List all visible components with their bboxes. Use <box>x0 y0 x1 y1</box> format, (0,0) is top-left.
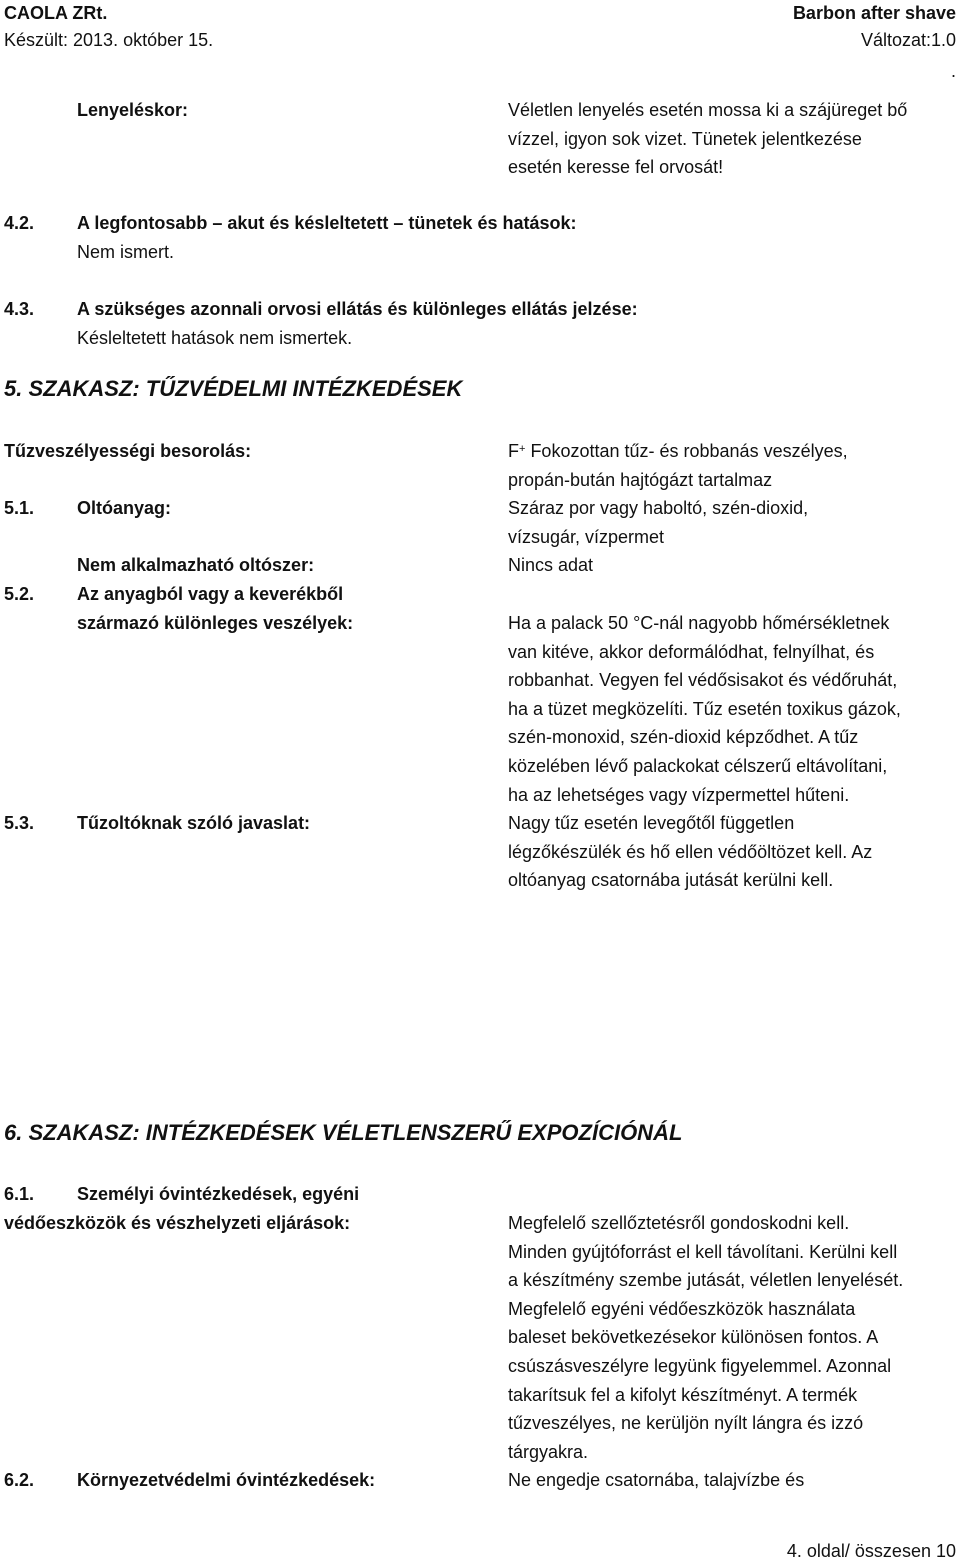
s5-1-line: Száraz por vagy haboltó, szén-dioxid, <box>508 498 809 518</box>
not-applicable-value: Nincs adat <box>508 555 594 575</box>
s5-3-line: légzőkészülék és hő ellen védőöltözet kell. Az <box>508 841 873 862</box>
fire-class-value <box>508 437 848 494</box>
s5-2-line: van kitéve, akkor deformálódhat, felnyílhat, és <box>508 641 875 662</box>
company-name: CAOLA ZRt. <box>4 3 108 23</box>
s4-3-title: A szükséges azonnali orvosi ellátás és különleges ellátás jelzése: <box>77 299 638 319</box>
s5-2-line: szén-monoxid, szén-dioxid képződhet. A tűz <box>508 727 859 748</box>
fire-class-sup: + <box>519 443 526 455</box>
s6-1-line: tárgyakra. <box>508 1441 589 1462</box>
s4-2-title: A legfontosabb – akut és késleltetett – tünetek és hatások: <box>77 213 577 233</box>
s5-2-line: robbanhat. Vegyen fel védősisakot és védőruhát, <box>508 670 898 691</box>
s5-3-label: Tűzoltóknak szóló javaslat: <box>77 813 311 833</box>
header-dot: . <box>950 61 956 81</box>
swallow-line: vízzel, igyon sok vizet. Tünetek jelentkezése <box>508 128 862 149</box>
fire-class-label: Tűzveszélyességi besorolás: <box>4 441 252 461</box>
s6-2-value: Ne engedje csatornába, talajvízbe és <box>508 1470 805 1490</box>
s5-2-line: ha az lehetséges vagy vízpermettel hűteni. <box>508 784 850 805</box>
s5-2-value <box>508 609 901 809</box>
s5-3-line: oltóanyag csatornába jutását kerülni kell. <box>508 870 834 891</box>
swallow-text <box>508 96 907 182</box>
s6-2-label: Környezetvédelmi óvintézkedések: <box>77 1470 376 1490</box>
s4-2-text: Nem ismert. <box>77 242 175 262</box>
s6-1-value <box>508 1209 903 1466</box>
fire-class-code: F <box>508 441 519 461</box>
s6-1-line: tűzveszélyes, ne kerüljön nyílt lángra és izzó <box>508 1413 864 1434</box>
s6-1-number: 6.1. <box>4 1184 35 1204</box>
fire-class-line2: propán-bután hajtógázt tartalmaz <box>508 469 773 490</box>
s4-3-text: Késleltetett hatások nem ismertek. <box>77 328 353 348</box>
section5-title: 5. SZAKASZ: TŰZVÉDELMI INTÉZKEDÉSEK <box>4 376 463 401</box>
product-name: Barbon after shave <box>792 3 956 23</box>
created-date: Készült: 2013. október 15. <box>4 30 214 50</box>
s5-2-label-line1: Az anyagból vagy a keverékből <box>77 584 344 604</box>
s5-2-line: Ha a palack 50 °C-nál nagyobb hőmérsékletnek <box>508 613 890 633</box>
page-number: 4. oldal/ összesen 10 <box>786 1541 956 1561</box>
swallow-line: esetén keresse fel orvosát! <box>508 157 724 178</box>
s6-2-number: 6.2. <box>4 1470 35 1490</box>
version-label: Változat:1.0 <box>860 30 956 50</box>
s6-1-label-line2: védőeszközök és vészhelyzeti eljárások: <box>4 1213 351 1233</box>
s6-1-line: a készítmény szembe jutását, véletlen lenyelését. <box>508 1270 904 1291</box>
s6-1-line: Megfelelő egyéni védőeszközök használata <box>508 1298 856 1319</box>
fire-class-desc: Fokozottan tűz- és robbanás veszélyes, <box>525 441 848 461</box>
swallow-line: Véletlen lenyelés esetén mossa ki a szájüreget bő <box>508 100 908 120</box>
s5-1-value <box>508 494 808 551</box>
s5-1-line: vízsugár, vízpermet <box>508 526 665 547</box>
s6-1-label-line1: Személyi óvintézkedések, egyéni <box>77 1184 360 1204</box>
s5-2-label-line2: származó különleges veszélyek: <box>77 613 354 633</box>
s5-3-value <box>508 809 872 895</box>
s6-1-line: csúszásveszélyre legyünk figyelemmel. Azonnal <box>508 1355 892 1376</box>
s6-1-line: takarítsuk fel a kifolyt készítményt. A termék <box>508 1384 858 1405</box>
section6-title: 6. SZAKASZ: INTÉZKEDÉSEK VÉLETLENSZERŰ EXPOZÍCIÓNÁL <box>4 1120 683 1145</box>
s4-2-number: 4.2. <box>4 213 35 233</box>
s4-3-number: 4.3. <box>4 299 35 319</box>
s6-1-line: Megfelelő szellőztetésről gondoskodni kell. <box>508 1213 850 1233</box>
s5-2-line: ha a tüzet megközelíti. Tűz esetén toxikus gázok, <box>508 698 901 719</box>
s6-1-line: baleset bekövetkezésekor különösen fontos. A <box>508 1327 879 1348</box>
not-applicable-label: Nem alkalmazható oltószer: <box>77 555 315 575</box>
s5-3-number: 5.3. <box>4 813 35 833</box>
swallow-label: Lenyeléskor: <box>77 100 189 120</box>
s5-2-number: 5.2. <box>4 584 35 604</box>
s5-3-line: Nagy tűz esetén levegőtől független <box>508 813 795 833</box>
s5-2-line: közelében lévő palackokat célszerű eltávolítani, <box>508 755 888 776</box>
s6-1-line: Minden gyújtóforrást el kell távolítani. Kerülni kell <box>508 1241 898 1262</box>
s5-1-number: 5.1. <box>4 498 35 518</box>
s5-1-label: Oltóanyag: <box>77 498 172 518</box>
